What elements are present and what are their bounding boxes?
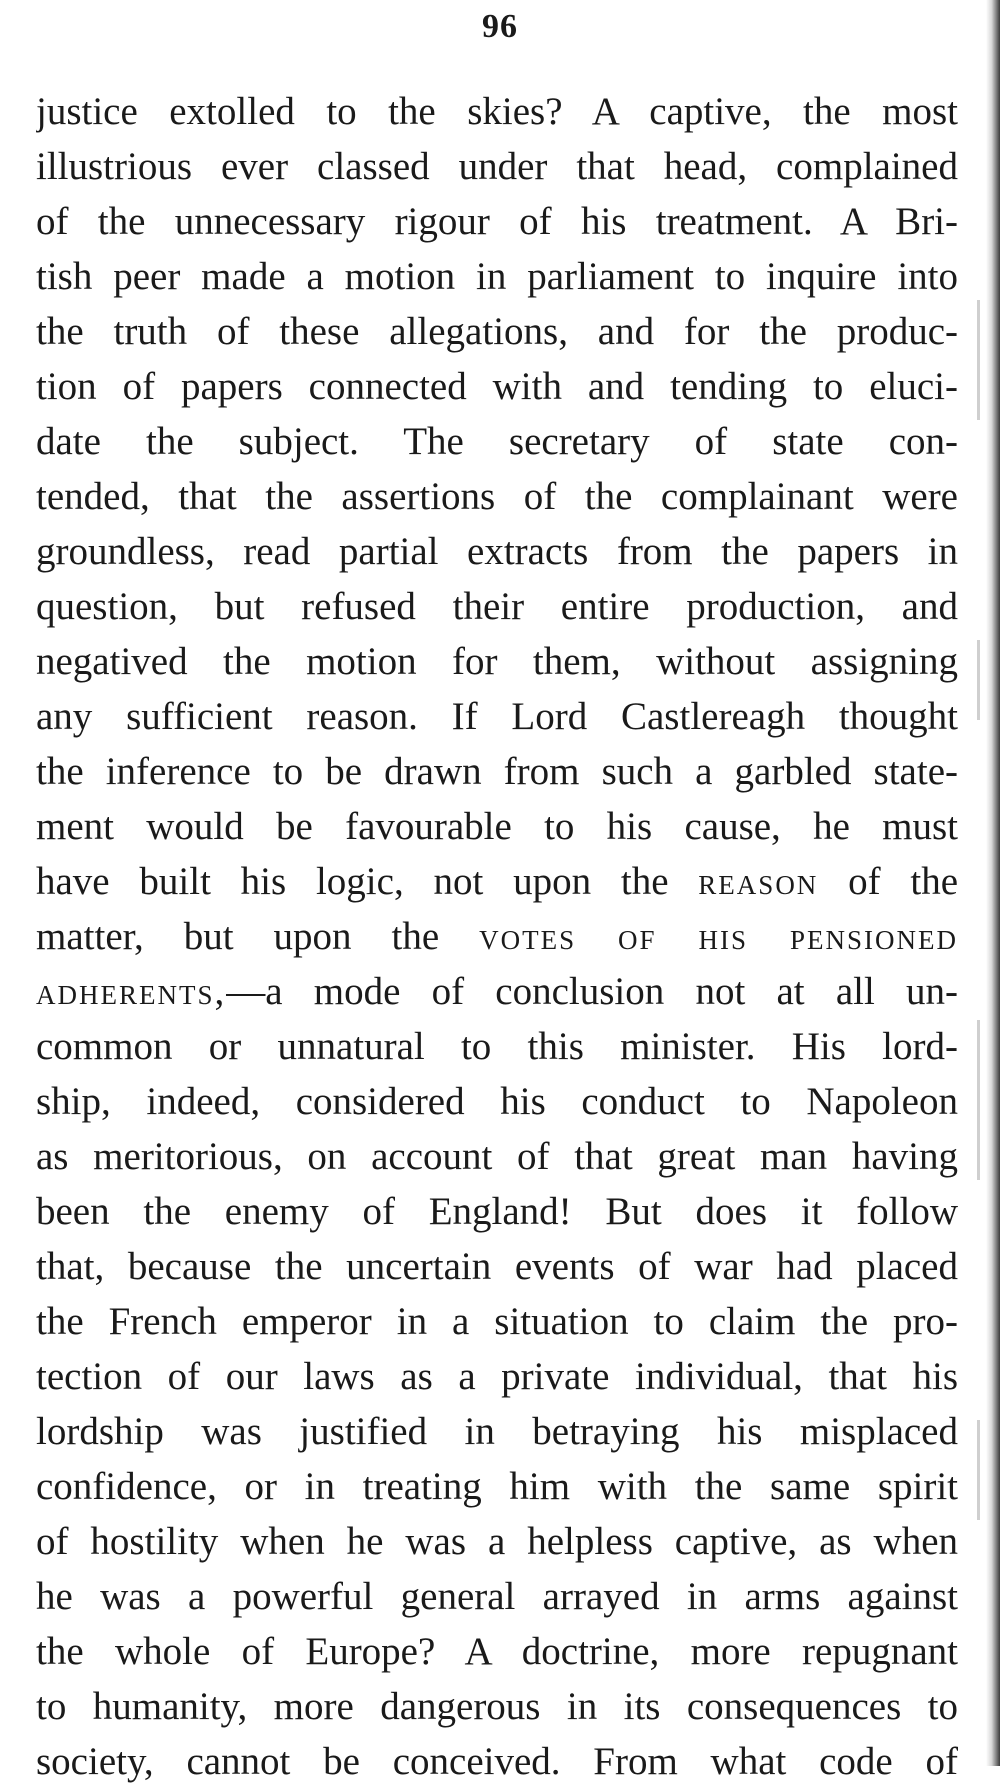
text-line: tion of papers connected with and tending to eluci-	[36, 365, 958, 408]
page-body-text	[36, 84, 958, 1789]
text-line: ment would be favourable to his cause, he must	[36, 805, 958, 848]
text-line: society, cannot be conceived. From what code of	[36, 1740, 958, 1783]
text-line: tish peer made a motion in parliament to inquire into	[36, 255, 958, 298]
text-line-reason	[36, 854, 958, 909]
small-caps-adherents: adherents,	[36, 970, 227, 1013]
small-caps-votes: votes of his pensioned	[479, 915, 958, 958]
text-segment: have built his logic, not upon the	[36, 860, 669, 903]
text-line: any sufficient reason. If Lord Castlereagh thought	[36, 695, 958, 738]
text-line: of hostility when he was a helpless captive, as when	[36, 1520, 958, 1563]
text-line: common or unnatural to this minister. His lord-	[36, 1025, 958, 1068]
page-number: 96	[482, 8, 518, 45]
text-line: tended, that the assertions of the complainant were	[36, 475, 958, 518]
text-line: to humanity, more dangerous in its consequences to	[36, 1685, 958, 1728]
small-caps-reason: reason	[698, 860, 819, 903]
text-line-adherents	[36, 964, 958, 1019]
text-line: date the subject. The secretary of state con-	[36, 420, 958, 463]
scan-speck	[977, 1020, 980, 1180]
text-line: he was a powerful general arrayed in arms against	[36, 1575, 958, 1618]
text-segment: matter, but upon the	[36, 915, 440, 958]
text-line: lordship was justified in betraying his misplaced	[36, 1410, 958, 1453]
text-line: illustrious ever classed under that head, complained	[36, 145, 958, 188]
text-line: been the enemy of England! But does it follow	[36, 1190, 958, 1233]
text-line: of the unnecessary rigour of his treatment. A Bri-	[36, 200, 958, 243]
text-line: the inference to be drawn from such a garbled state-	[36, 750, 958, 793]
scan-speck	[977, 300, 980, 420]
text-line: ship, indeed, considered his conduct to Napoleon	[36, 1080, 958, 1123]
text-line: question, but refused their entire production, and	[36, 585, 958, 628]
text-line: confidence, or in treating him with the same spirit	[36, 1465, 958, 1508]
text-line: that, because the uncertain events of war had placed	[36, 1245, 958, 1288]
text-line-votes	[36, 909, 958, 964]
text-line: tection of our laws as a private individual, that his	[36, 1355, 958, 1398]
text-line: justice extolled to the skies? A captive, the most	[36, 90, 958, 133]
text-line: the whole of Europe? A doctrine, more repugnant	[36, 1630, 958, 1673]
text-line: the truth of these allegations, and for the produc-	[36, 310, 958, 353]
text-segment: —a mode of conclusion not at all un-	[226, 970, 958, 1013]
text-segment: of the	[848, 860, 958, 903]
text-line: as meritorious, on account of that great man having	[36, 1135, 958, 1178]
scan-speck	[977, 640, 980, 720]
text-line: groundless, read partial extracts from the papers in	[36, 530, 958, 573]
page-edge-shadow	[986, 0, 1000, 1766]
text-line: negatived the motion for them, without assigning	[36, 640, 958, 683]
text-line: the French emperor in a situation to claim the pro-	[36, 1300, 958, 1343]
scan-speck	[977, 1420, 980, 1520]
